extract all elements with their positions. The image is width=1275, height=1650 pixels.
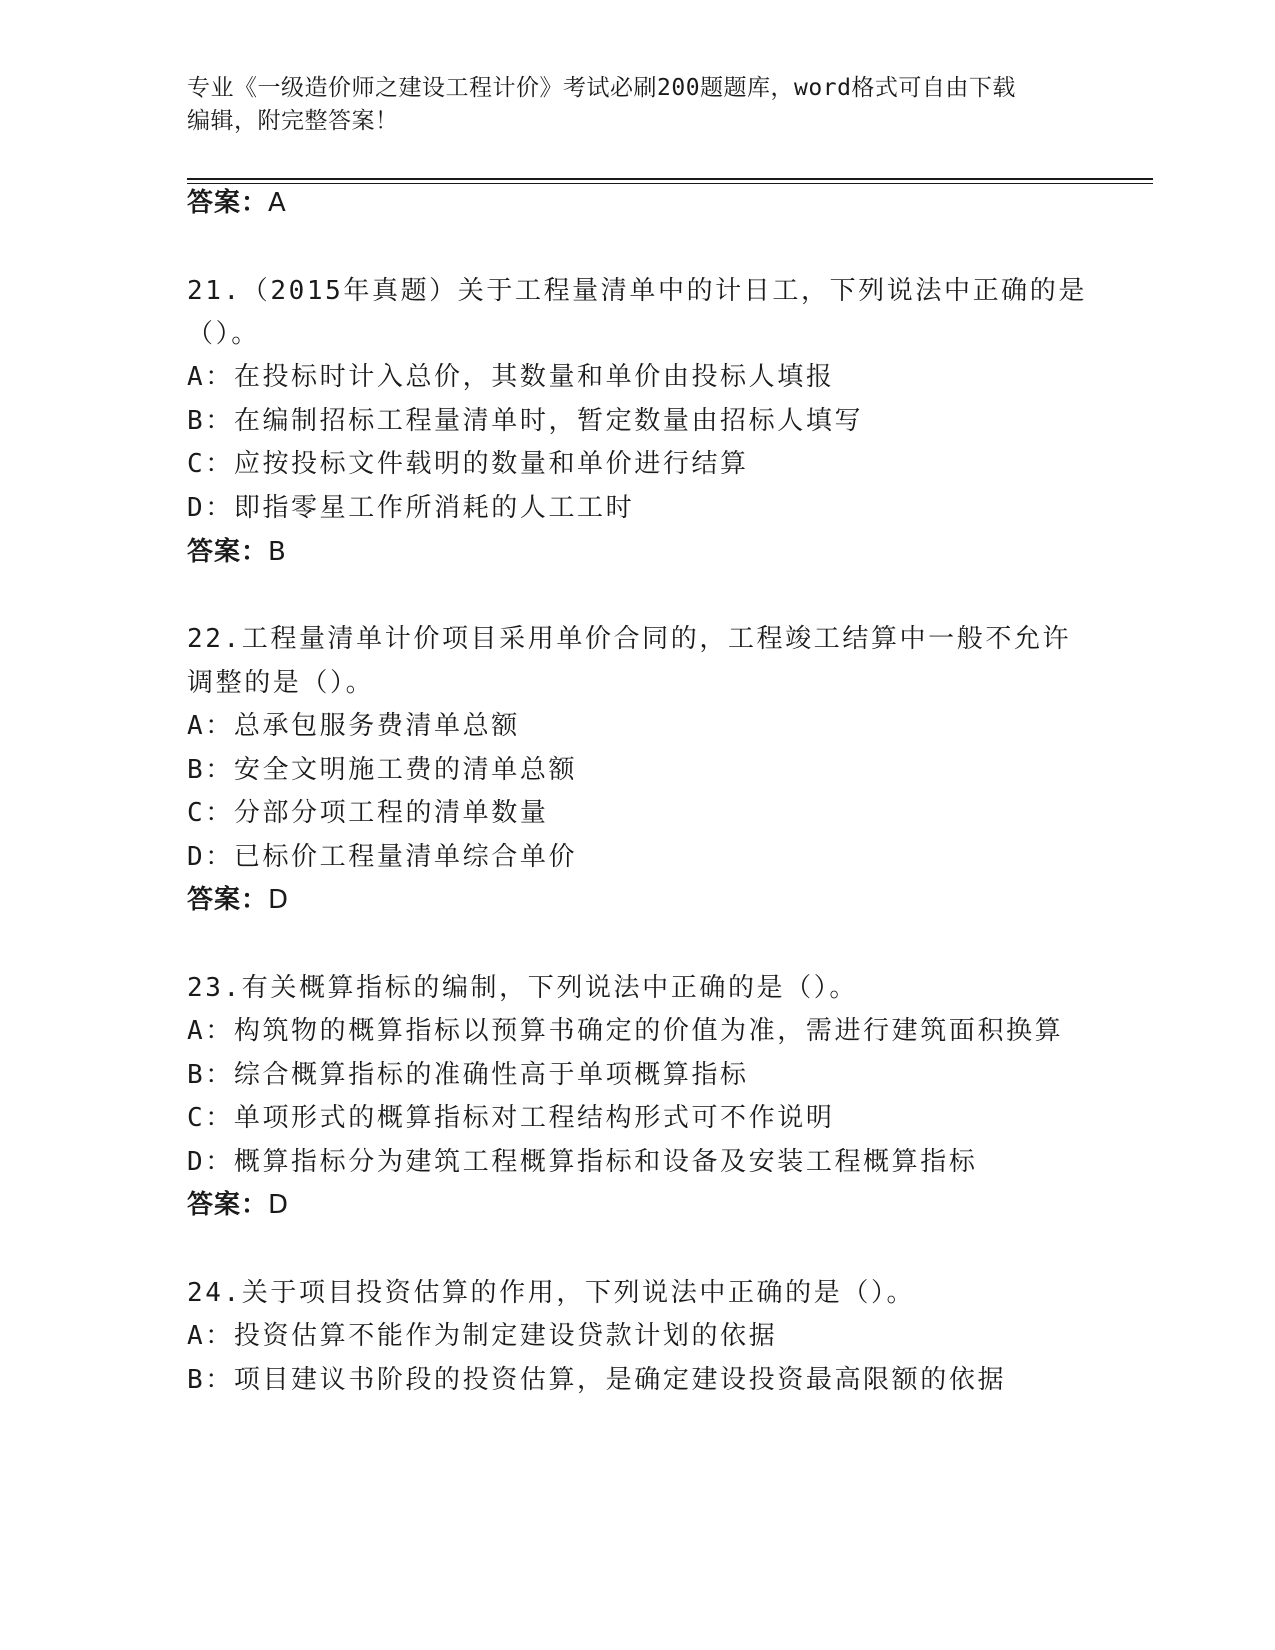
q23-option-b: B：综合概算指标的准确性高于单项概算指标 <box>187 1060 749 1090</box>
answer-23 <box>187 1188 289 1222</box>
q21-option-b: B：在编制招标工程量清单时，暂定数量由招标人填写 <box>187 406 864 436</box>
q22-stem-line-1: 22.工程量清单计价项目采用单价合同的，工程竣工结算中一般不允许 <box>187 624 1072 654</box>
answer-value: A <box>268 188 287 218</box>
q24-option-a: A：投资估算不能作为制定建设贷款计划的依据 <box>187 1321 778 1351</box>
q22-option-a: A：总承包服务费清单总额 <box>187 711 520 741</box>
answer-label: 答案： <box>187 1190 269 1220</box>
q24-stem-line-1: 24.关于项目投资估算的作用，下列说法中正确的是（）。 <box>187 1278 916 1308</box>
q22-option-b: B：安全文明施工费的清单总额 <box>187 755 578 785</box>
q22-option-d: D：已标价工程量清单综合单价 <box>187 842 578 872</box>
answer-label: 答案： <box>187 537 269 567</box>
q23-option-c: C：单项形式的概算指标对工程结构形式可不作说明 <box>187 1103 835 1133</box>
answer-20 <box>187 186 287 220</box>
q24-option-b: B：项目建议书阶段的投资估算，是确定建设投资最高限额的依据 <box>187 1365 1007 1395</box>
header-divider-thick <box>187 178 1153 180</box>
header-line-2: 编辑，附完整答案！ <box>187 108 399 134</box>
answer-value: D <box>268 885 290 915</box>
q23-option-a: A：构筑物的概算指标以预算书确定的价值为准，需进行建筑面积换算 <box>187 1016 1064 1046</box>
answer-value: D <box>268 1190 290 1220</box>
answer-label: 答案： <box>187 885 269 915</box>
q23-option-d: D：概算指标分为建筑工程概算指标和设备及安装工程概算指标 <box>187 1147 978 1177</box>
answer-label: 答案： <box>187 188 269 218</box>
q21-stem-line-2: （）。 <box>187 319 260 349</box>
q22-stem-line-2: 调整的是（）。 <box>187 668 375 698</box>
q21-stem-line-1: 21.（2015年真题）关于工程量清单中的计日工，下列说法中正确的是 <box>187 276 1087 306</box>
answer-value: B <box>268 537 287 567</box>
answer-21 <box>187 535 287 569</box>
q21-option-a: A：在投标时计入总价，其数量和单价由投标人填报 <box>187 362 835 392</box>
answer-22 <box>187 883 289 917</box>
q21-option-c: C：应按投标文件载明的数量和单价进行结算 <box>187 449 749 479</box>
q22-option-c: C：分部分项工程的清单数量 <box>187 798 549 828</box>
header-line-1: 专业《一级造价师之建设工程计价》考试必刷200题题库，word格式可自由下载 <box>187 75 1016 101</box>
q23-stem-line-1: 23.有关概算指标的编制，下列说法中正确的是（）。 <box>187 973 858 1003</box>
document-header <box>187 72 1067 138</box>
header-divider-thin <box>187 183 1153 184</box>
q21-option-d: D：即指零星工作所消耗的人工工时 <box>187 493 635 523</box>
